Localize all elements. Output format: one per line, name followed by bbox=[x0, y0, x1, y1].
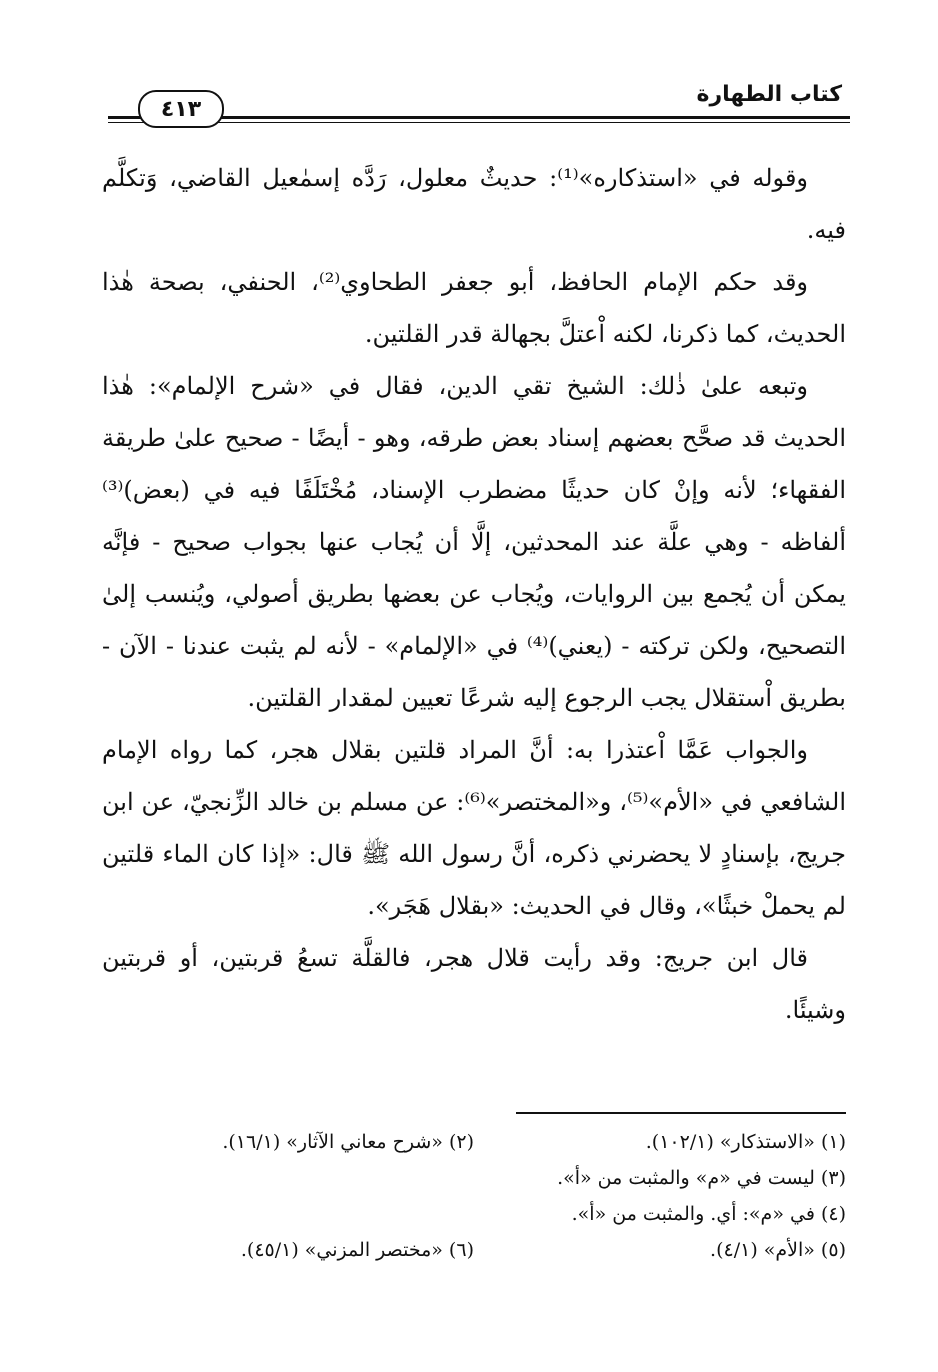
header-rule-thin bbox=[108, 122, 850, 123]
paragraph: وقد حكم الإمام الحافظ، أبو جعفر الطحاوي⁽²⁾، الحنفي، بصحة هٰذا الحديث، كما ذكرنا، لكنه اْعتلَّ بجهالة قدر القلتين. bbox=[102, 268, 846, 348]
footnote-row bbox=[102, 1232, 846, 1268]
page-number: ٤١٣ bbox=[138, 90, 224, 128]
paragraph: وتبعه علىٰ ذٰلك: الشيخ تقي الدين، فقال في «شرح الإلمام»: هٰذا الحديث قد صحَّح بعضهم إسناد بعض طرقه، وهو - أيضًا - صحيح علىٰ طريقة الفقهاء؛ لأنه وإنْ كان حديثًا مضطرب الإسناد، مُخْتَلَفًا فيه في (بعض)⁽³⁾ ألفاظه - وهي علَّة عند المحدثين، إلَّا أن يُجاب عنها بجواب صحيح - فإنَّه يمكن أن يُجمع بين الروايات، ويُجاب عن بعضها بطريق أصولي، ويُنسب إلىٰ التصحيح، ولكن تركته - (يعني)⁽⁴⁾ في «الإلمام» - لأنه لم يثبت عندنا - الآن - بطريق اْستقلال يجب الرجوع إليه شرعًا تعيين لمقدار القلتين. bbox=[102, 372, 846, 712]
paragraph: وقوله في «استذكاره»⁽¹⁾: حديثٌ معلول، رَدَّه إسمٰعيل القاضي، وَتكلَّم فيه. bbox=[102, 164, 846, 244]
paragraph: والجواب عَمَّا اْعتذرا به: أنَّ المراد قلتين بقلال هجر، كما رواه الإمام الشافعي في «الأم»⁽⁵⁾، و«المختصر»⁽⁶⁾: عن مسلم بن خالد الزِّنجيّ، عن ابن جريج، بإسنادٍ لا يحضرني ذكره، أنَّ رسول الله ﷺ قال: «إذا كان الماء قلتين لم يحملْ خبثًا»، وقال في الحديث: «بقلال هَجَر». bbox=[102, 736, 846, 920]
footnote: (٥) «الأم» (٤/١). bbox=[710, 1239, 846, 1261]
footnotes bbox=[102, 1124, 846, 1268]
footnote: (٦) «مختصر المزني» (٤٥/١). bbox=[240, 1239, 474, 1261]
footnote-separator bbox=[516, 1112, 846, 1114]
footnote bbox=[102, 1160, 474, 1196]
footnote: (١) «الاستذكار» (١٠٢/١). bbox=[645, 1131, 846, 1153]
page-header bbox=[108, 80, 850, 126]
footnote: (٢) «شرح معاني الآثار» (١٦/١). bbox=[222, 1131, 474, 1153]
footnote-row bbox=[102, 1196, 846, 1232]
paragraph: قال ابن جريج: وقد رأيت قلال هجر، فالقلَّة تسعُ قربتين، أو قربتين وشيئًا. bbox=[102, 944, 846, 1024]
footnote bbox=[102, 1196, 474, 1232]
footnote: (٣) ليست في «م» والمثبت من «أ». bbox=[557, 1167, 846, 1189]
footnote-row bbox=[102, 1124, 846, 1160]
running-title: كتاب الطهارة bbox=[696, 82, 842, 107]
footnote-row bbox=[102, 1160, 846, 1196]
main-text bbox=[102, 152, 846, 1036]
footnote: (٤) في «م»: أي. والمثبت من «أ». bbox=[571, 1203, 846, 1225]
